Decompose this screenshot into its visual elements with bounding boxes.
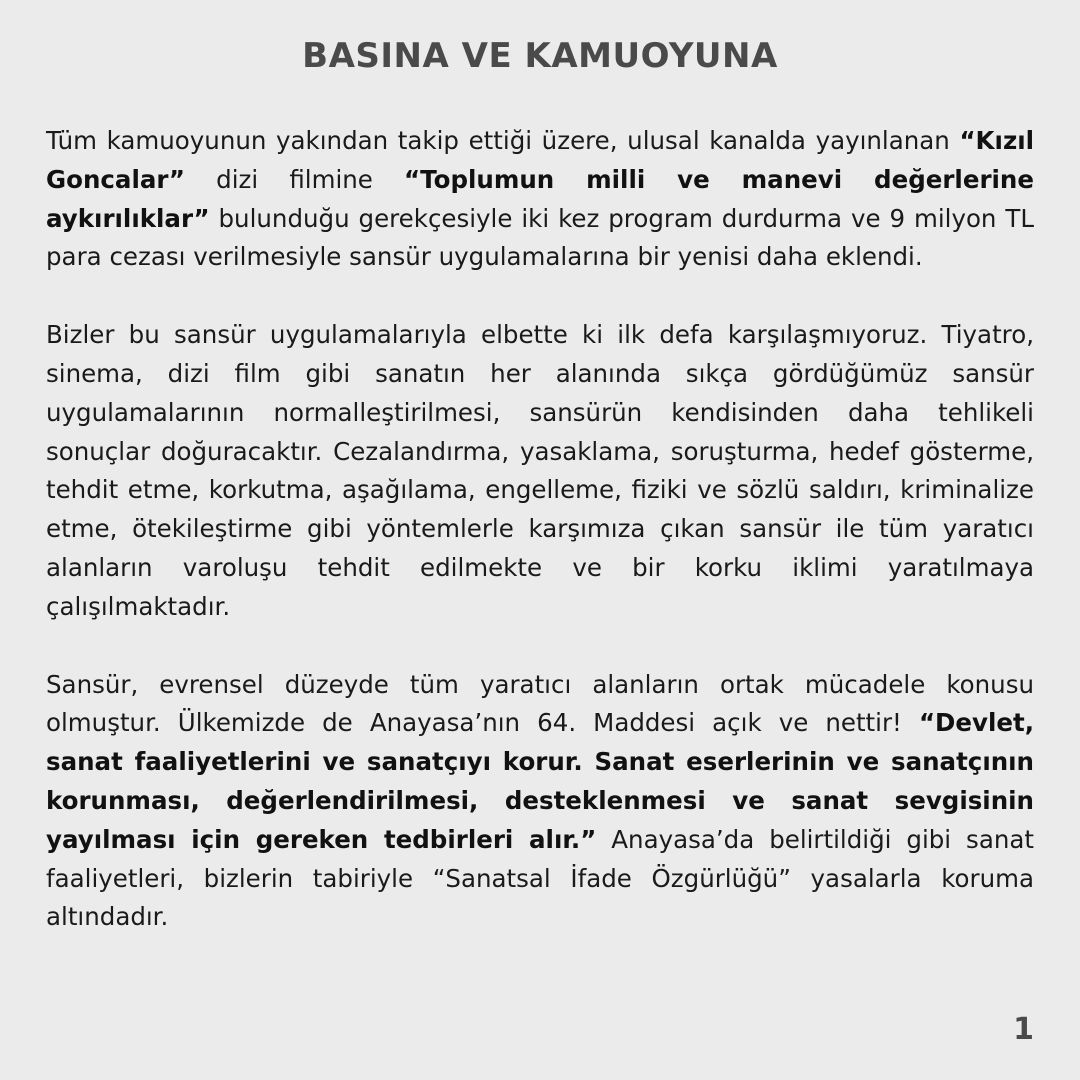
text-run: Bizler bu sansür uygulamalarıyla elbette ki ilk defa karşılaşmıyoruz. Tiyatro, sinema, dizi film gibi sanatın her alanında sıkça gördüğümüz sansür uygulamalarının normalleştirilmesi, sansürün kendisinden daha tehlikeli sonuçlar doğuracaktır. Cezalandırma, yasaklama, soruşturma, hedef gösterme, tehdit etme, korkutma, aşağılama, engelleme, fiziki ve sözlü saldırı, kriminalize etme, ötekileştirme gibi yöntemlerle karşımıza çıkan sansür ile tüm yaratıcı alanların varoluşu tehdit edilmekte ve bir korku iklimi yaratılmaya çalışılmaktadır. (46, 320, 1034, 621)
paragraph-2 (46, 316, 1034, 626)
paragraph-3 (46, 666, 1034, 938)
text-run: Tüm kamuoyunun yakından takip ettiği üzere, ulusal kanalda yayınlanan (46, 126, 960, 155)
text-run: dizi filmine (185, 164, 405, 194)
text-run: bulunduğu gerekçesiyle iki kez program durdurma ve 9 milyon TL para cezası verilmesiyle sansür uygulamalarına bir yenisi daha eklendi. (46, 203, 1034, 272)
bold-text-run: “Toplumun milli ve manevi değerlerine aykırılıklar” (46, 164, 1034, 233)
text-run: Anayasa’da belirtildiği gibi sanat faaliyetleri, bizlerin tabiriyle “Sanatsal İfade Özgürlüğü” yasalarla koruma altındadır. (46, 824, 1034, 932)
page-title: BASINA VE KAMUOYUNA (302, 36, 778, 76)
bold-text-run: “Kızıl Goncalar” (46, 126, 1034, 194)
bold-text-run: “Devlet, sanat faaliyetlerini ve sanatçıyı korur. Sanat eserlerinin ve sanatçının korunması, değerlendirilmesi, desteklenmesi ve sanat sevgisinin yayılması için gereken tedbirleri alır.” (46, 708, 1034, 854)
paragraph-1 (46, 122, 1034, 277)
page-number: 1 (1013, 1012, 1034, 1047)
text-run: Sansür, evrensel düzeyde tüm yaratıcı alanların ortak mücadele konusu olmuştur. Ülkemizde de Anayasa’nın 64. Maddesi açık ve nettir! (46, 669, 1034, 738)
document-body (46, 122, 1034, 976)
